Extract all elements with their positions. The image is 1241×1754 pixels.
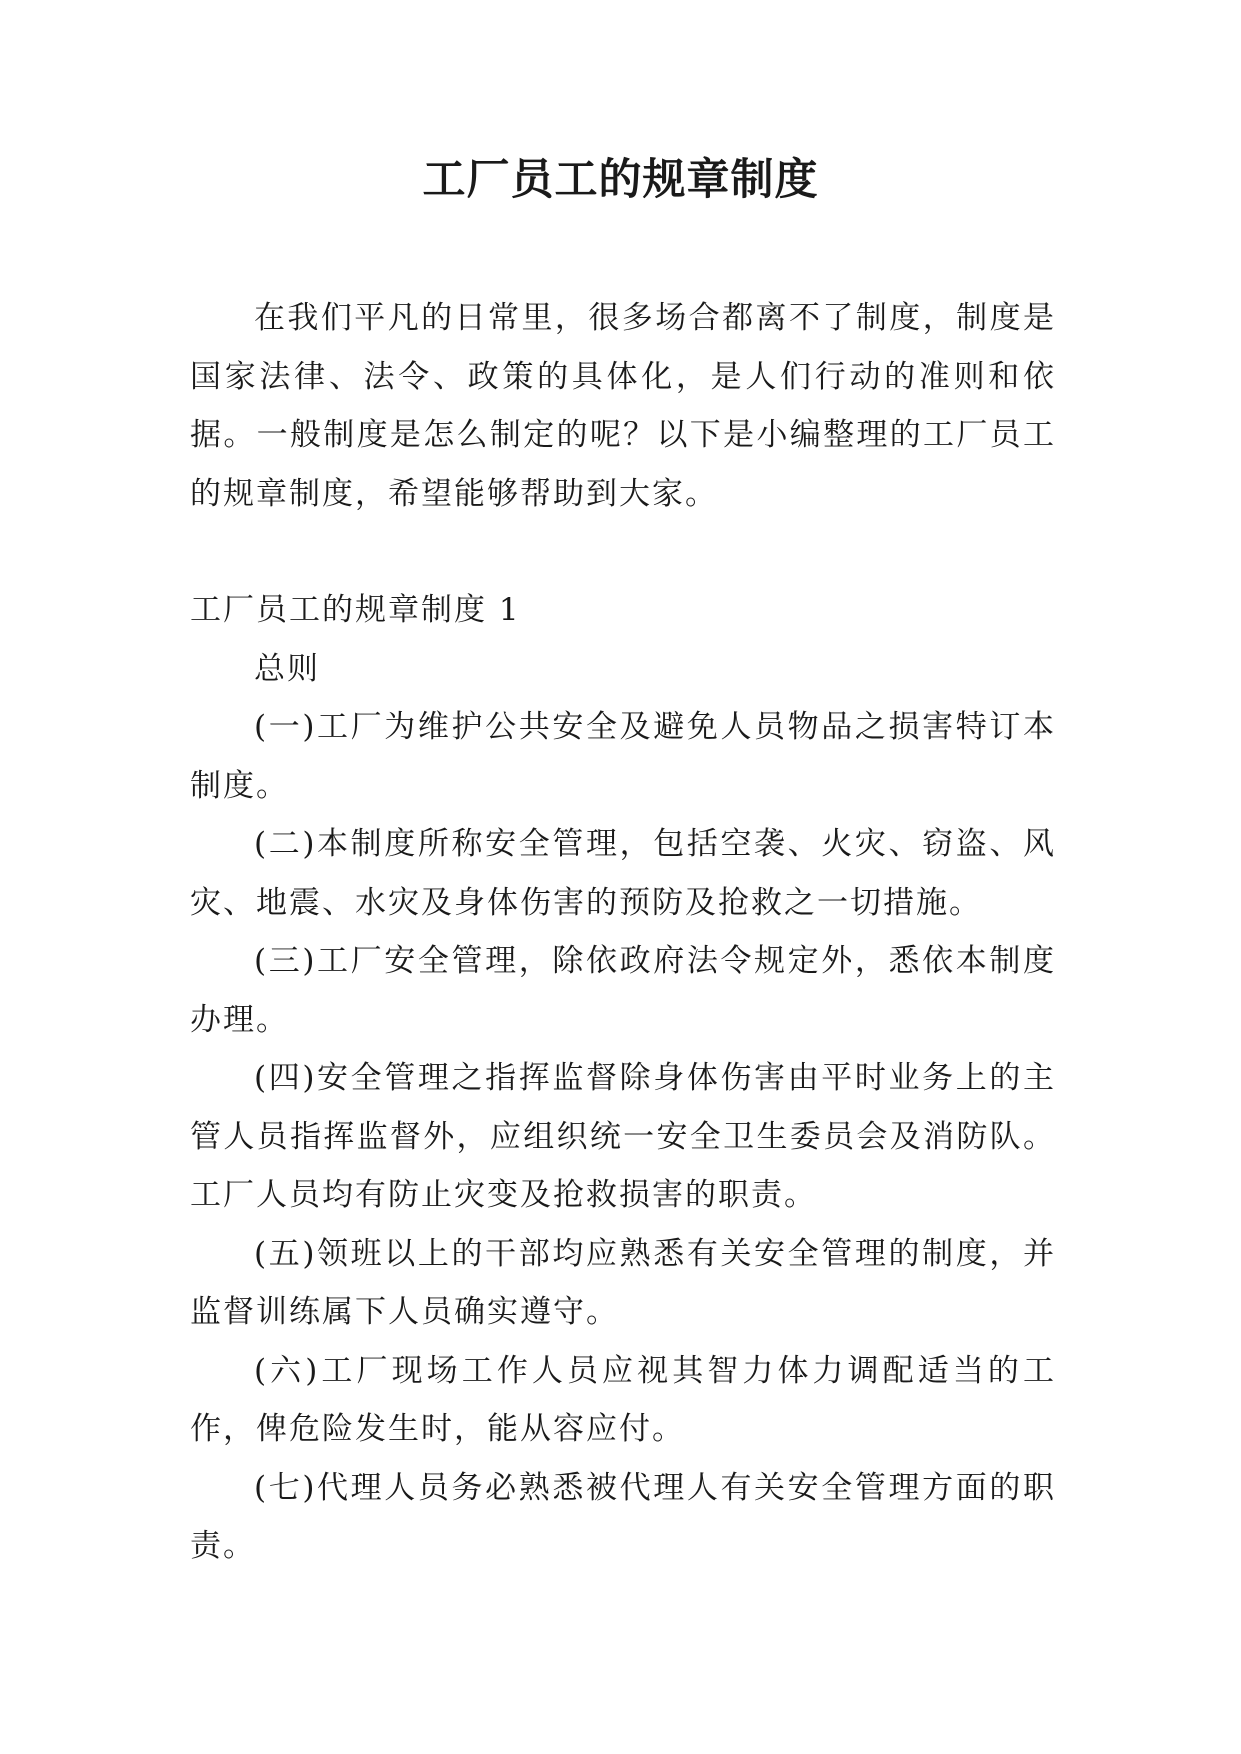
section-subheading: 总则	[254, 650, 320, 687]
section-heading: 工厂员工的规章制度 1	[190, 592, 521, 628]
rule-item-2: (二)本制度所称安全管理，包括空袭、火灾、窃盗、风灾、地震、水灾及身体伤害的预防及抢救之一切措施。	[190, 826, 1056, 921]
rule-item-5: (五)领班以上的干部均应熟悉有关安全管理的制度，并监督训练属下人员确实遵守。	[190, 1235, 1056, 1330]
document-body	[190, 289, 1056, 1576]
rule-item-1: (一)工厂为维护公共安全及避免人员物品之损害特订本制度。	[190, 709, 1056, 804]
rule-item-4: (四)安全管理之指挥监督除身体伤害由平时业务上的主管人员指挥监督外，应组织统一安全卫生委员会及消防队。工厂人员均有防止灾变及抢救损害的职责。	[190, 1060, 1056, 1213]
page-title: 工厂员工的规章制度	[422, 155, 819, 205]
rule-item-3: (三)工厂安全管理，除依政府法令规定外，悉依本制度办理。	[190, 943, 1056, 1038]
intro-paragraph: 在我们平凡的日常里，很多场合都离不了制度，制度是国家法律、法令、政策的具体化，是人们行动的准则和依据。一般制度是怎么制定的呢？以下是小编整理的工厂员工的规章制度，希望能够帮助到大家。	[190, 300, 1056, 512]
rule-item-6: (六)工厂现场工作人员应视其智力体力调配适当的工作，俾危险发生时，能从容应付。	[190, 1352, 1056, 1447]
rule-item-7: (七)代理人员务必熟悉被代理人有关安全管理方面的职责。	[190, 1469, 1056, 1564]
